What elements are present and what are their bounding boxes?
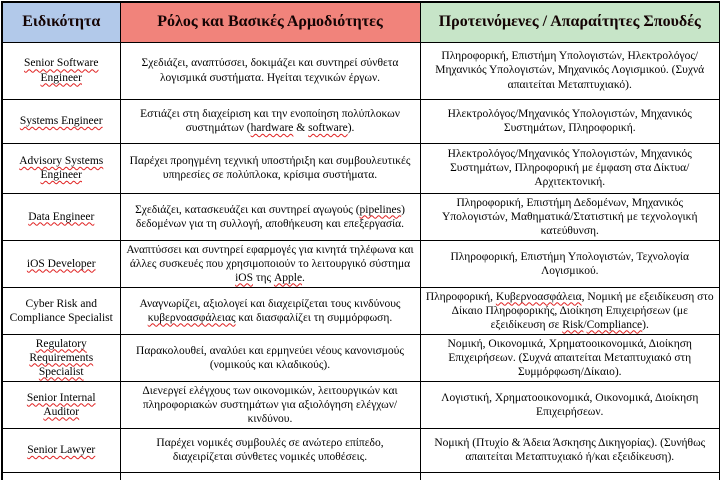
header-specialty: Ειδικότητα	[2, 2, 120, 42]
table-row	[2, 143, 720, 193]
spellcheck-underline: Apple	[273, 271, 303, 284]
table-row	[2, 287, 720, 334]
studies-cell: Πληροφορική, Επιστήμη Υπολογιστών, Τεχνολογία Λογισμικού.	[420, 240, 720, 287]
empty-cell	[420, 472, 720, 480]
spellcheck-underline: Senior Software Engineer	[24, 57, 99, 84]
studies-cell: Νομική, Οικονομικά, Χρηματοοικονομικά, Διοίκηση Επιχειρήσεων. (Συχνά απαιτείται Μεταπτυχιακό στη Συμμόρφωση/Δίκαιο).	[420, 334, 720, 381]
spellcheck-underline: iOS	[235, 271, 253, 284]
role-cell: Παρέχει προηγμένη τεχνική υποστήριξη και συμβουλευτικές υπηρεσίες σε πολύπλοκα, κρίσιμα συστήματα.	[120, 143, 420, 193]
spellcheck-underline: Systems Engineer	[19, 114, 103, 127]
role-cell: Διενεργεί ελέγχους των οικονομικών, λειτουργικών και πληροφοριακών συστημάτων για αξιολόγηση ελέγχων/κινδύνου.	[120, 381, 420, 428]
table-row	[2, 240, 720, 287]
spellcheck-underline: Advisory Systems Engineer	[19, 154, 104, 181]
table-row	[2, 334, 720, 381]
spellcheck-underline: Senior Lawyer	[27, 444, 96, 457]
spellcheck-underline: Risk	[562, 318, 584, 331]
table-row	[2, 193, 720, 240]
spellcheck-underline: Κυβερνοασφάλεια	[495, 290, 582, 303]
spellcheck-underline: Data Engineer	[28, 210, 95, 223]
table-row-partial	[2, 472, 720, 480]
studies-cell: Ηλεκτρολόγος/Μηχανικός Υπολογιστών, Μηχανικός Συστημάτων, Πληροφορική.	[420, 99, 720, 143]
role-cell: Παρακολουθεί, αναλύει και ερμηνεύει νέους κανονισμούς (νομικούς και κλαδικούς).	[120, 334, 420, 381]
spellcheck-underline: Regulatory Requirements Specialist	[29, 337, 94, 378]
specialty-cell	[2, 99, 120, 143]
role-cell: Παρέχει νομικές συμβουλές σε ανώτερο επίπεδο, διαχειρίζεται σύνθετες νομικές υποθέσεις.	[120, 428, 420, 472]
spellcheck-underline: κυβερνοασφάλειας	[147, 311, 236, 324]
studies-cell: Πληροφορική, Επιστήμη Δεδομένων, Μηχανικός Υπολογιστών, Μαθηματικά/Στατιστική με τεχνολογική κατεύθυνση.	[420, 193, 720, 240]
studies-cell: Πληροφορική, Κυβερνοασφάλεια, Νομική με εξειδίκευση στο Δίκαιο Πληροφορικής, Διοίκηση Επιχειρήσεων (με εξειδίκευση σε Risk/Compliance).	[420, 287, 720, 334]
spellcheck-underline: pipelines	[359, 203, 402, 216]
role-cell: Σχεδιάζει, κατασκευάζει και συντηρεί αγωγούς (pipelines) δεδομένων για τη συλλογή, αποθήκευση και επεξεργασία.	[120, 193, 420, 240]
table-row	[2, 381, 720, 428]
spellcheck-underline: Compliance	[586, 318, 643, 331]
studies-cell: Νομική (Πτυχίο & Άδεια Άσκησης Δικηγορίας). (Συνήθως απαιτείται Μεταπτυχιακό ή/και εξειδίκευση).	[420, 428, 720, 472]
table-body	[2, 42, 720, 480]
empty-cell	[2, 472, 120, 480]
table-header	[2, 2, 720, 42]
role-cell: Σχεδιάζει, αναπτύσσει, δοκιμάζει και συντηρεί σύνθετα λογισμικά συστήματα. Ηγείται τεχνικών έργων.	[120, 42, 420, 99]
spellcheck-underline: Senior Internal Auditor	[26, 391, 96, 418]
empty-cell	[120, 472, 420, 480]
table-row	[2, 99, 720, 143]
specialty-cell	[2, 193, 120, 240]
specialty-cell	[2, 143, 120, 193]
table-row	[2, 42, 720, 99]
studies-cell: Λογιστική, Χρηματοοικονομικά, Οικονομικά, Διοίκηση Επιχειρήσεων.	[420, 381, 720, 428]
specialty-cell	[2, 240, 120, 287]
spellcheck-underline: software	[308, 122, 348, 134]
specialty-cell	[2, 42, 120, 99]
spellcheck-underline: hardware	[250, 122, 294, 134]
header-row	[2, 2, 720, 42]
role-cell: Αναγνωρίζει, αξιολογεί και διαχειρίζεται τους κινδύνους κυβερνοασφάλειας και διασφαλίζει τη συμμόρφωση.	[120, 287, 420, 334]
roles-studies-table	[1, 1, 720, 480]
table-row	[2, 428, 720, 472]
header-studies: Προτεινόμενες / Απαραίτητες Σπουδές	[420, 2, 720, 42]
specialty-cell: Cyber Risk and Compliance Specialist	[2, 287, 120, 334]
studies-cell: Πληροφορική, Επιστήμη Υπολογιστών, Ηλεκτρολόγος/Μηχανικός Υπολογιστών, Μηχανικός Λογισμικού. (Συχνά απαιτείται Μεταπτυχιακό).	[420, 42, 720, 99]
header-role: Ρόλος και Βασικές Αρμοδιότητες	[120, 2, 420, 42]
role-cell: Αναπτύσσει και συντηρεί εφαρμογές για κινητά τηλέφωνα και άλλες συσκευές που χρησιμοποιούν το λειτουργικό σύστημα iOS της Apple.	[120, 240, 420, 287]
specialty-cell	[2, 381, 120, 428]
spellcheck-underline: iOS Developer	[26, 257, 96, 270]
role-cell: Εστιάζει στη διαχείριση και την ενοποίηση πολύπλοκων συστημάτων (hardware & software).	[120, 99, 420, 143]
specialty-cell	[2, 334, 120, 381]
specialty-cell	[2, 428, 120, 472]
studies-cell: Ηλεκτρολόγος/Μηχανικός Υπολογιστών, Μηχανικός Συστημάτων, Πληροφορική με έμφαση στα Δίκτυα/Αρχιτεκτονική.	[420, 143, 720, 193]
